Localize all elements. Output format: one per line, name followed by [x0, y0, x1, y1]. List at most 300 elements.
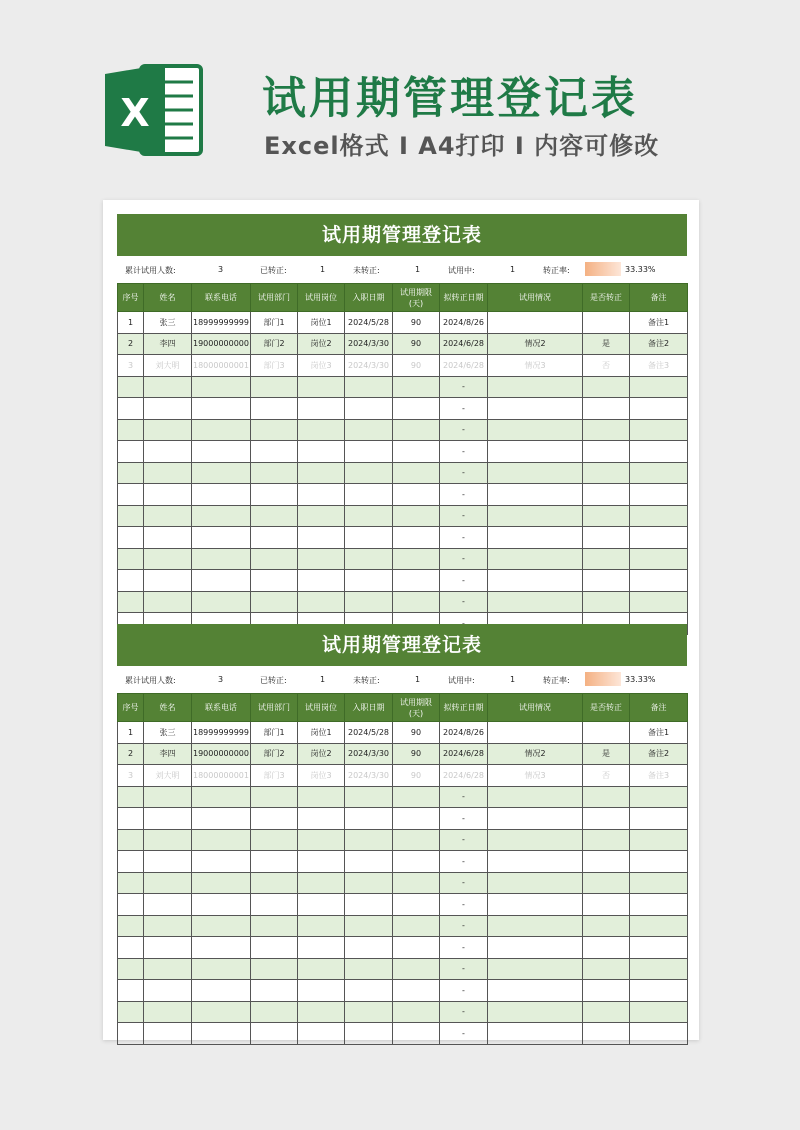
table-cell[interactable] [298, 505, 345, 527]
table-cell[interactable] [192, 872, 251, 894]
table-cell[interactable] [488, 958, 583, 980]
table-cell[interactable] [144, 872, 192, 894]
table-cell[interactable]: 90 [393, 355, 440, 377]
table-cell[interactable] [144, 786, 192, 808]
table-cell[interactable]: 部门2 [251, 333, 298, 355]
table-cell[interactable]: - [440, 980, 488, 1002]
table-cell[interactable] [583, 398, 630, 420]
table-cell[interactable] [488, 312, 583, 334]
table-cell[interactable] [630, 484, 688, 506]
table-cell[interactable] [393, 505, 440, 527]
table-cell[interactable] [393, 527, 440, 549]
table-cell[interactable] [192, 591, 251, 613]
table-cell[interactable] [298, 829, 345, 851]
table-cell[interactable]: 2024/3/30 [345, 765, 393, 787]
table-cell[interactable] [192, 915, 251, 937]
table-cell[interactable] [488, 398, 583, 420]
table-cell[interactable] [583, 851, 630, 873]
table-cell[interactable] [345, 570, 393, 592]
table-cell[interactable] [345, 462, 393, 484]
table-cell[interactable] [192, 398, 251, 420]
table-cell[interactable]: 1 [118, 722, 144, 744]
table-cell[interactable] [118, 484, 144, 506]
table-cell[interactable] [192, 894, 251, 916]
table-cell[interactable]: 情况3 [488, 355, 583, 377]
table-cell[interactable] [630, 398, 688, 420]
table-cell[interactable] [393, 829, 440, 851]
table-cell[interactable] [630, 958, 688, 980]
table-cell[interactable]: 90 [393, 333, 440, 355]
table-cell[interactable] [630, 548, 688, 570]
table-cell[interactable]: - [440, 915, 488, 937]
table-cell[interactable] [583, 441, 630, 463]
table-cell[interactable] [118, 441, 144, 463]
table-cell[interactable] [251, 958, 298, 980]
table-cell[interactable] [118, 376, 144, 398]
table-cell[interactable] [488, 894, 583, 916]
table-cell[interactable] [630, 851, 688, 873]
table-cell[interactable] [393, 398, 440, 420]
table-cell[interactable] [144, 829, 192, 851]
table-cell[interactable] [630, 591, 688, 613]
table-cell[interactable] [345, 1023, 393, 1045]
table-cell[interactable] [118, 915, 144, 937]
table-cell[interactable] [488, 872, 583, 894]
table-cell[interactable] [298, 484, 345, 506]
table-cell[interactable] [488, 505, 583, 527]
table-cell[interactable]: 岗位3 [298, 355, 345, 377]
table-cell[interactable]: 刘大明 [144, 355, 192, 377]
table-cell[interactable] [118, 937, 144, 959]
table-cell[interactable] [583, 591, 630, 613]
table-cell[interactable] [345, 484, 393, 506]
table-cell[interactable] [583, 484, 630, 506]
table-cell[interactable]: 2 [118, 743, 144, 765]
table-cell[interactable]: 2024/8/26 [440, 722, 488, 744]
table-cell[interactable]: - [440, 894, 488, 916]
table-cell[interactable] [345, 527, 393, 549]
table-cell[interactable] [192, 829, 251, 851]
table-cell[interactable]: 岗位3 [298, 765, 345, 787]
table-cell[interactable] [488, 980, 583, 1002]
table-cell[interactable] [298, 1001, 345, 1023]
table-cell[interactable] [393, 894, 440, 916]
table-cell[interactable] [488, 786, 583, 808]
table-cell[interactable] [488, 527, 583, 549]
table-cell[interactable] [488, 548, 583, 570]
table-cell[interactable]: - [440, 484, 488, 506]
table-cell[interactable] [488, 851, 583, 873]
table-cell[interactable] [345, 980, 393, 1002]
table-cell[interactable] [144, 419, 192, 441]
table-cell[interactable] [251, 419, 298, 441]
table-cell[interactable]: 2024/6/28 [440, 333, 488, 355]
table-cell[interactable] [583, 872, 630, 894]
table-cell[interactable] [192, 786, 251, 808]
table-cell[interactable] [144, 591, 192, 613]
table-cell[interactable]: 是 [583, 333, 630, 355]
table-cell[interactable] [345, 915, 393, 937]
table-cell[interactable] [583, 505, 630, 527]
table-cell[interactable] [144, 441, 192, 463]
table-cell[interactable] [345, 808, 393, 830]
table-cell[interactable] [118, 980, 144, 1002]
table-cell[interactable] [583, 786, 630, 808]
table-cell[interactable] [251, 484, 298, 506]
table-cell[interactable] [583, 980, 630, 1002]
table-cell[interactable] [192, 462, 251, 484]
table-cell[interactable] [345, 958, 393, 980]
table-cell[interactable] [630, 1001, 688, 1023]
table-cell[interactable] [118, 829, 144, 851]
table-cell[interactable] [345, 548, 393, 570]
table-cell[interactable] [488, 829, 583, 851]
table-cell[interactable] [393, 376, 440, 398]
table-cell[interactable] [630, 441, 688, 463]
table-cell[interactable] [630, 872, 688, 894]
table-cell[interactable]: - [440, 808, 488, 830]
table-cell[interactable] [630, 376, 688, 398]
table-cell[interactable] [298, 872, 345, 894]
table-cell[interactable] [345, 786, 393, 808]
table-cell[interactable] [192, 441, 251, 463]
table-cell[interactable] [144, 915, 192, 937]
table-cell[interactable] [118, 419, 144, 441]
table-cell[interactable] [630, 786, 688, 808]
table-cell[interactable] [488, 808, 583, 830]
table-cell[interactable]: 3 [118, 355, 144, 377]
table-cell[interactable] [144, 570, 192, 592]
table-cell[interactable] [393, 548, 440, 570]
table-cell[interactable]: 2 [118, 333, 144, 355]
table-cell[interactable]: - [440, 829, 488, 851]
table-cell[interactable] [192, 419, 251, 441]
table-cell[interactable] [251, 591, 298, 613]
table-cell[interactable] [298, 915, 345, 937]
table-cell[interactable] [393, 872, 440, 894]
table-cell[interactable] [251, 980, 298, 1002]
table-cell[interactable]: - [440, 570, 488, 592]
table-cell[interactable] [118, 786, 144, 808]
table-cell[interactable] [630, 980, 688, 1002]
table-cell[interactable] [118, 851, 144, 873]
table-cell[interactable] [251, 829, 298, 851]
table-cell[interactable]: - [440, 462, 488, 484]
table-cell[interactable]: 2024/6/28 [440, 743, 488, 765]
table-cell[interactable] [118, 808, 144, 830]
table-cell[interactable]: 刘大明 [144, 765, 192, 787]
table-cell[interactable] [488, 462, 583, 484]
table-cell[interactable] [298, 441, 345, 463]
table-cell[interactable] [251, 1023, 298, 1045]
table-cell[interactable] [144, 937, 192, 959]
table-cell[interactable] [393, 484, 440, 506]
table-cell[interactable] [583, 894, 630, 916]
table-cell[interactable] [298, 527, 345, 549]
table-cell[interactable] [192, 505, 251, 527]
table-cell[interactable] [118, 570, 144, 592]
table-cell[interactable] [251, 894, 298, 916]
table-cell[interactable] [144, 376, 192, 398]
table-cell[interactable] [345, 937, 393, 959]
table-cell[interactable] [192, 484, 251, 506]
table-cell[interactable]: 18999999999 [192, 722, 251, 744]
table-cell[interactable] [144, 527, 192, 549]
table-cell[interactable]: - [440, 548, 488, 570]
table-cell[interactable] [583, 915, 630, 937]
table-cell[interactable]: 情况3 [488, 765, 583, 787]
table-cell[interactable] [345, 505, 393, 527]
table-cell[interactable]: 1 [118, 312, 144, 334]
table-cell[interactable]: - [440, 591, 488, 613]
table-cell[interactable]: - [440, 937, 488, 959]
table-cell[interactable]: 2024/8/26 [440, 312, 488, 334]
table-cell[interactable] [144, 851, 192, 873]
table-cell[interactable] [393, 915, 440, 937]
table-cell[interactable]: 18000000001 [192, 765, 251, 787]
table-cell[interactable] [251, 937, 298, 959]
table-cell[interactable]: - [440, 1023, 488, 1045]
table-cell[interactable] [251, 376, 298, 398]
table-cell[interactable] [298, 851, 345, 873]
table-cell[interactable] [192, 548, 251, 570]
table-cell[interactable]: 部门1 [251, 722, 298, 744]
table-cell[interactable] [144, 462, 192, 484]
table-cell[interactable] [393, 1001, 440, 1023]
table-cell[interactable] [298, 808, 345, 830]
table-cell[interactable]: - [440, 419, 488, 441]
table-cell[interactable] [118, 1023, 144, 1045]
table-cell[interactable] [251, 505, 298, 527]
table-cell[interactable] [630, 570, 688, 592]
table-cell[interactable] [345, 872, 393, 894]
table-cell[interactable] [630, 1023, 688, 1045]
table-cell[interactable]: 备注3 [630, 355, 688, 377]
table-cell[interactable] [251, 808, 298, 830]
table-cell[interactable] [251, 462, 298, 484]
table-cell[interactable]: 李四 [144, 333, 192, 355]
table-cell[interactable] [393, 980, 440, 1002]
table-cell[interactable]: 备注3 [630, 765, 688, 787]
table-cell[interactable] [144, 808, 192, 830]
table-cell[interactable] [345, 894, 393, 916]
table-cell[interactable] [192, 851, 251, 873]
table-cell[interactable] [298, 419, 345, 441]
table-cell[interactable] [630, 505, 688, 527]
table-cell[interactable] [630, 527, 688, 549]
table-cell[interactable] [393, 1023, 440, 1045]
table-cell[interactable] [192, 1023, 251, 1045]
table-cell[interactable] [118, 505, 144, 527]
table-cell[interactable]: 否 [583, 355, 630, 377]
table-cell[interactable] [583, 808, 630, 830]
table-cell[interactable]: 情况2 [488, 743, 583, 765]
table-cell[interactable]: 部门3 [251, 355, 298, 377]
table-cell[interactable]: - [440, 851, 488, 873]
table-cell[interactable] [630, 419, 688, 441]
table-cell[interactable] [583, 312, 630, 334]
table-cell[interactable] [345, 851, 393, 873]
table-cell[interactable]: 3 [118, 765, 144, 787]
table-cell[interactable] [144, 980, 192, 1002]
table-cell[interactable]: 90 [393, 765, 440, 787]
table-cell[interactable]: 18000000001 [192, 355, 251, 377]
table-cell[interactable] [118, 527, 144, 549]
table-cell[interactable]: - [440, 398, 488, 420]
table-cell[interactable]: 2024/3/30 [345, 355, 393, 377]
table-cell[interactable] [345, 376, 393, 398]
table-cell[interactable] [118, 398, 144, 420]
table-cell[interactable] [298, 894, 345, 916]
table-cell[interactable] [488, 591, 583, 613]
table-cell[interactable] [251, 786, 298, 808]
table-cell[interactable]: 90 [393, 743, 440, 765]
table-cell[interactable] [583, 829, 630, 851]
table-cell[interactable]: 2024/5/28 [345, 722, 393, 744]
table-cell[interactable] [345, 419, 393, 441]
table-cell[interactable] [393, 462, 440, 484]
table-cell[interactable] [393, 591, 440, 613]
table-cell[interactable]: 备注1 [630, 722, 688, 744]
table-cell[interactable] [488, 937, 583, 959]
table-cell[interactable] [298, 570, 345, 592]
table-cell[interactable] [630, 915, 688, 937]
table-cell[interactable] [144, 958, 192, 980]
table-cell[interactable] [583, 548, 630, 570]
table-cell[interactable] [630, 462, 688, 484]
table-cell[interactable]: 备注1 [630, 312, 688, 334]
table-cell[interactable]: 李四 [144, 743, 192, 765]
table-cell[interactable] [118, 591, 144, 613]
table-cell[interactable] [144, 1023, 192, 1045]
table-cell[interactable]: - [440, 505, 488, 527]
table-cell[interactable] [251, 527, 298, 549]
table-cell[interactable] [192, 808, 251, 830]
table-cell[interactable]: - [440, 872, 488, 894]
table-cell[interactable] [192, 980, 251, 1002]
table-cell[interactable] [251, 851, 298, 873]
table-cell[interactable] [298, 376, 345, 398]
table-cell[interactable] [298, 786, 345, 808]
table-cell[interactable]: 岗位1 [298, 722, 345, 744]
table-cell[interactable]: - [440, 958, 488, 980]
table-cell[interactable]: 19000000000 [192, 333, 251, 355]
table-cell[interactable] [583, 570, 630, 592]
table-cell[interactable] [298, 1023, 345, 1045]
table-cell[interactable] [488, 722, 583, 744]
table-cell[interactable] [393, 851, 440, 873]
table-cell[interactable]: 2024/5/28 [345, 312, 393, 334]
table-cell[interactable] [118, 958, 144, 980]
table-cell[interactable] [345, 829, 393, 851]
table-cell[interactable] [583, 419, 630, 441]
table-cell[interactable] [251, 398, 298, 420]
table-cell[interactable] [298, 958, 345, 980]
table-cell[interactable] [393, 441, 440, 463]
table-cell[interactable]: 2024/3/30 [345, 333, 393, 355]
table-cell[interactable]: 部门1 [251, 312, 298, 334]
table-cell[interactable] [488, 1023, 583, 1045]
table-cell[interactable] [630, 808, 688, 830]
table-cell[interactable] [583, 1023, 630, 1045]
table-cell[interactable] [630, 829, 688, 851]
table-cell[interactable] [630, 894, 688, 916]
table-cell[interactable] [488, 484, 583, 506]
table-cell[interactable] [630, 937, 688, 959]
table-cell[interactable] [583, 937, 630, 959]
table-cell[interactable] [144, 484, 192, 506]
table-cell[interactable]: - [440, 1001, 488, 1023]
table-cell[interactable] [393, 808, 440, 830]
table-cell[interactable] [118, 1001, 144, 1023]
table-cell[interactable] [118, 462, 144, 484]
table-cell[interactable] [192, 958, 251, 980]
table-cell[interactable] [298, 937, 345, 959]
table-cell[interactable]: 岗位1 [298, 312, 345, 334]
table-cell[interactable]: 部门2 [251, 743, 298, 765]
table-cell[interactable]: 90 [393, 312, 440, 334]
table-cell[interactable]: 张三 [144, 722, 192, 744]
table-cell[interactable] [144, 894, 192, 916]
table-cell[interactable] [583, 1001, 630, 1023]
table-cell[interactable] [298, 398, 345, 420]
table-cell[interactable] [251, 915, 298, 937]
table-cell[interactable]: 部门3 [251, 765, 298, 787]
table-cell[interactable] [251, 548, 298, 570]
table-cell[interactable]: - [440, 376, 488, 398]
table-cell[interactable] [251, 872, 298, 894]
table-cell[interactable] [488, 376, 583, 398]
table-cell[interactable] [118, 894, 144, 916]
table-cell[interactable]: 18999999999 [192, 312, 251, 334]
table-cell[interactable] [393, 570, 440, 592]
table-cell[interactable] [488, 1001, 583, 1023]
table-cell[interactable] [393, 958, 440, 980]
table-cell[interactable] [583, 462, 630, 484]
table-cell[interactable]: 是 [583, 743, 630, 765]
table-cell[interactable]: 岗位2 [298, 743, 345, 765]
table-cell[interactable] [144, 398, 192, 420]
table-cell[interactable] [192, 1001, 251, 1023]
table-cell[interactable]: - [440, 441, 488, 463]
table-cell[interactable] [144, 1001, 192, 1023]
table-cell[interactable] [298, 548, 345, 570]
table-cell[interactable]: 否 [583, 765, 630, 787]
table-cell[interactable]: 2024/6/28 [440, 355, 488, 377]
table-cell[interactable] [583, 722, 630, 744]
table-cell[interactable] [393, 419, 440, 441]
table-cell[interactable] [118, 872, 144, 894]
table-cell[interactable] [251, 1001, 298, 1023]
table-cell[interactable]: - [440, 527, 488, 549]
table-cell[interactable] [488, 419, 583, 441]
table-cell[interactable]: 张三 [144, 312, 192, 334]
table-cell[interactable] [298, 591, 345, 613]
table-cell[interactable] [192, 937, 251, 959]
table-cell[interactable] [118, 548, 144, 570]
table-cell[interactable] [298, 980, 345, 1002]
table-cell[interactable] [345, 441, 393, 463]
table-cell[interactable] [345, 1001, 393, 1023]
table-cell[interactable] [583, 958, 630, 980]
table-cell[interactable]: 2024/3/30 [345, 743, 393, 765]
table-cell[interactable] [298, 462, 345, 484]
table-cell[interactable]: 2024/6/28 [440, 765, 488, 787]
table-cell[interactable]: - [440, 786, 488, 808]
table-cell[interactable] [345, 398, 393, 420]
table-cell[interactable] [488, 441, 583, 463]
table-cell[interactable] [583, 376, 630, 398]
